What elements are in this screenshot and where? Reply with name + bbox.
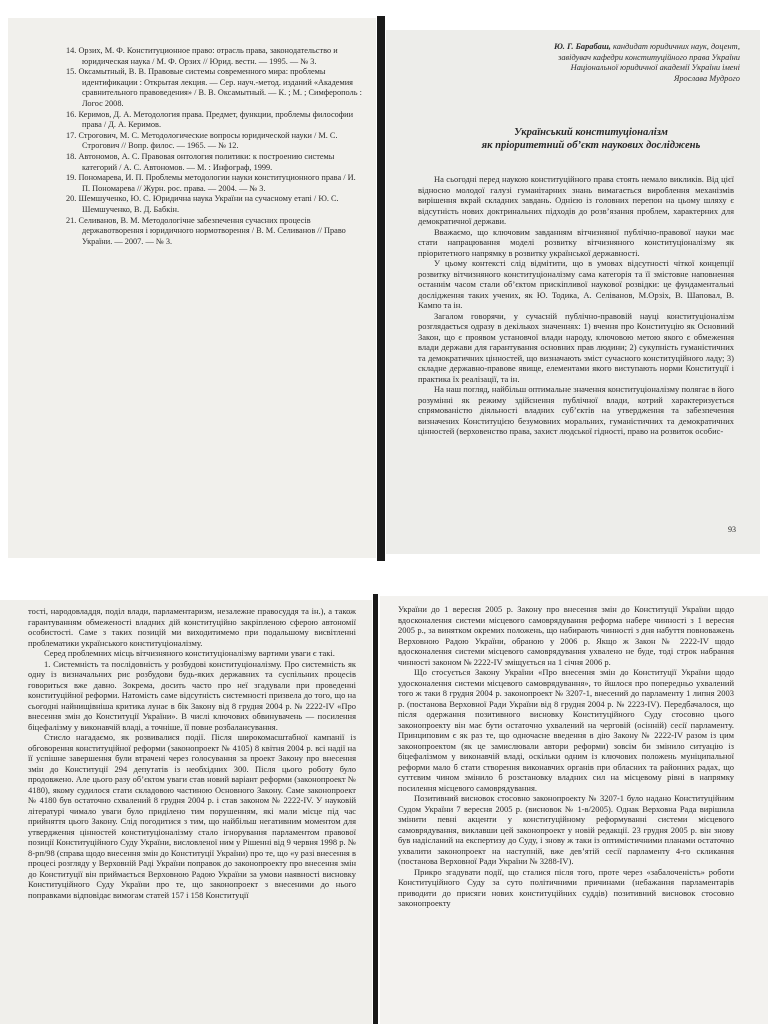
paragraph: На сьогодні перед наукою конституційного права стоять немало викликів. Від цієї відносно молодої галузі гуманітарних знань вимагається вироблення механізмів вирішення вкрай складних завдань. Однією із головних перепон на цьому шляху є відсутність нових доктринальних підходів до розв’язання проблем, характерних для демократичної держави.: [418, 174, 734, 226]
paragraph: У цьому контексті слід відмітити, що в умовах відсутності чіткої концепції розвитку вітчизняного конституціоналізму сама категорія та її змістовне наповнення останнім часом стали об’єктом прискіпливої наукової розвідки: це фундаментальні дослідження таких учених, як Ю. Тодика, А. Селіванов, М.Орзіх, В. Шаповал, В. Кампо та ін.: [418, 258, 734, 310]
paragraph: На наш погляд, найбільш оптимальне значення конституціоналізму полягає в його розумінні як режиму здійснення публічної влади, котрий характеризується спрямованістю діяльності владних суб’єктів на утвердження та забезпечення визначених Конституцією безумовних моральних, гуманістичних та демократичних цінностей (верховенство права, захист людської гідності, право на розвиток особис-: [418, 384, 734, 436]
page-number: 93: [728, 525, 736, 534]
reference-item: 18. Автономов, А. С. Правовая онтология политики: к построению системы категорий / А. С. Автономов. — М. : Инфограф, 1999.: [66, 151, 335, 172]
article-body: [418, 174, 734, 437]
reference-item: 21. Селиванов, В. М. Методологічне забезпечення сучасних процесів державотворення і юридичного нормотворення / В. М. Селиванов // Право України. — 2007. — № 3.: [66, 215, 346, 246]
reference-item: 16. Керимов, Д. А. Методология права. Предмет, функции, проблемы философии права / Д. А. Керимов.: [66, 109, 354, 130]
page-bottom-right: [380, 596, 768, 1024]
paragraph: Позитивний висновок стосовно законопроекту № 3207-1 було надано Конституційним Судом України 7 вересня 2005 р. (висновок № 1-в/2005). Однак Верховна Рада вирішила змінити певні акценти у конституційному реформуванні системи місцевого самоврядування, виклавши цей законопроект у новій редакції. 23 грудня 2005 р. він знову був надісланий на експертизу до Суду, і знову ж таки із оптимістичними планами остаточно ухвалити законопроект на наступній, вже дев’ятій сесії парламенту 4-го скликання (постанова Верховної Ради України № 3288-IV).: [398, 793, 734, 866]
reference-item: 15. Оксамытный, В. В. Правовые системы современного мира: проблемы идентификации : Открытая лекция. — Сер. науч.-метод. изданий «Академия сравнительного правоведения» / В. В. Оксамытный. — К. ; М. ; Симферополь : Логос 2008.: [66, 67, 362, 108]
paragraph: Серед проблемних місць вітчизняного конституціоналізму вартими уваги є такі.: [44, 648, 335, 658]
paragraph: 1. Системність та послідовність у розбудові конституціоналізму. Про системність як одну із визначальних рис розбудови будь-яких державних та суспільних процесів говориться вже давно. Зокрема, досить часто про неї згадували при проведенні конституційної реформи. Натомість саме відсутність системності призвела до того, що на сьогодні найнищівніша критика лунає в бік Закону від 8 грудня 2004 р. № 2222-IV «Про внесення змін до Конституції України». В числі ключових обвинувачень — посилення біцефалізму у виконавчій владі, а точніше, її повне розбалансування.: [28, 658, 356, 732]
book-gutter-top: [377, 16, 385, 561]
author-name: Ю. Г. Барабаш,: [553, 42, 611, 51]
article-title-line: як пріоритетний об’єкт наукових досліджень: [481, 140, 701, 151]
article-title: [446, 126, 736, 152]
paragraph: Вважаємо, що ключовим завданням вітчизняної публічно-правової науки має стати напрацювання моделі розвитку вітчизняного конституціоналізму як пріоритетного напрямку в розвитку української державності.: [418, 226, 734, 258]
reference-item: 17. Строгович, М. С. Методологические вопросы юридической науки / М. С. Строгович // Вопр. филос. — 1965. — № 12.: [66, 130, 338, 151]
reference-item: 14. Орзих, М. Ф. Конституционное право: отрасль права, законодательство и юридическая наука / М. Ф. Орзих // Юрид. вестн. — 1995. — № 3.: [66, 46, 338, 66]
article-title-line: Український конституціоналізм: [514, 127, 668, 138]
article-body-continued: [398, 604, 734, 909]
page-top-right: [386, 30, 760, 554]
paragraph: Прикро згадувати події, що сталися після того, проте через «забалоченість» роботи Конституційного Суду за суто політичними причинами (небажання парламентарів приводити до присяги нових конституційних суддів) позитивний висновок стосовно законопроекту: [398, 866, 734, 908]
paragraph: Що стосується Закону України «Про внесення змін до Конституції України щодо удосконалення системи місцевого самоврядування», то йшлося про попередньо ухвалений того ж таки 8 грудня 2004 р. законопроект № 3207-1, внесений до парламенту 1 липня 2003 р. (постанова Верховної Ради України від 8 грудня 2004 р. № 2223-IV). Передбачалося, що після одержання позитивного висновку Конституційного Суду стосовно цього законопроекту він має бути остаточно ухвалений на черговій (осінній) сесії парламенту. Принциповим є як раз те, що одночасне введення в дію Закону № 2222-IV разом із цим законопроектом (як це замислювали автори реформи) зовсім би змінило ситуацію із біцефалізмом у виконавчій владі, оскільки одним із ключових положень муніципальної реформи мало б стати створення виконавчих органів при обласних та районних радах, що суттєвим чином змінило б розстановку владних сил на місцевому рівні в напрямку посилення місцевого самоврядування.: [398, 667, 734, 793]
page-top-left: [8, 18, 376, 558]
article-body-continued: [28, 606, 356, 900]
paragraph: тості, народовладдя, поділ влади, парламентаризм, незалежне правосуддя та ін.), а також гарантуванням обмеженості владних дій конституційно закріпленою сферою автономії особистості. Саме з таких позицій ми виходитимемо при подальшому висвітленні проблематики українського конституціоналізму.: [28, 606, 356, 648]
reference-list: [66, 46, 364, 247]
book-gutter-bottom: [373, 594, 378, 1024]
author-details: кандидат юридичних наук, доцент, завідувач кафедри конституційного права України Національної юридичної академії України імені Ярослава Мудрого: [558, 42, 740, 83]
paragraph: Загалом говорячи, у сучасній публічно-правовій науці конституціоналізм розглядається одразу в декількох значеннях: 1) вчення про Конституцію як Основний Закон, що є проявом установчої влади народу, ключовою метою якого є обмеження влади держави для гарантування основних прав людини; 2) сукупність гуманістичних та демократичних цінностей, що визначають зміст сучасного конституційного ладу; 3) складне державно-правове явище, елементами якого виступають норми Конституції і практика їх реалізації, та ін.: [418, 310, 734, 384]
author-byline: [540, 42, 740, 84]
paragraph: Стисло нагадаємо, як розвивалися події. Після широкомасштабної кампанії із обговорення конституційної реформи (законопроект № 4105) 8 квітня 2004 р. всі надії на її успішне завершення були втрачені через голосування за проект Закону про внесення змін до Конституції 294 депутатів із необхідних 300. Після цього роботу було продовжено. Але цього разу об’єктом уваги став новий варіант реформи (законопроект № 4180), якому судилося стати складовою частиною Основного Закону. Саме законопроект № 4180 був остаточно схвалений 8 грудня 2004 р. і став законом № 2222-IV. У науковій літературі чимало уваги було приділено тим порушенням, які мали місце під час прийняття цього Закону. Слід погодитися з тим, що найбільш негативним моментом для утвердження цінностей конституціоналізму стало ігнорування парламентом правової позиції Конституційного Суду України, висловленої ним у Рішенні від 9 червня 1998 р. № 8-рп/98 (справа щодо внесення змін до Конституції України) про те, що «у разі внесення в процесі розгляду у Верховній Раді України поправок до законопроекту про внесення змін до Конституції він приймається Верховною Радою України за умови наявності висновку Конституційного Суду України про те, що законопроект з внесеними до нього поправками відповідає вимогам статей 157 і 158 Конституції: [28, 732, 356, 900]
paragraph: України до 1 вересня 2005 р. Закону про внесення змін до Конституції України щодо вдосконалення системи місцевого самоврядування реформа набере чинності з 1 вересня 2005 р., за винятком окремих положень, що набирають чинності з дня набуття повноважень Верховною Радою України, обраною у 2006 р. Якщо ж Закон № 2222-IV щодо вдосконалення системи місцевого самоврядування ухвалено не буде, тоді строк набрання чинності законом № 2222-IV зміщується на 1 січня 2006 р.: [398, 604, 734, 667]
page-bottom-left: [0, 600, 372, 1024]
reference-item: 19. Пономарева, И. П. Проблемы методологии науки конституционного права / И. П. Пономарева // Журн. рос. права. — 2004. — № 3.: [66, 173, 356, 193]
reference-item: 20. Шемшученко, Ю. С. Юридична наука України на сучасному етапі / Ю. С. Шемшученко, В. Д. Бабкін.: [66, 194, 339, 214]
